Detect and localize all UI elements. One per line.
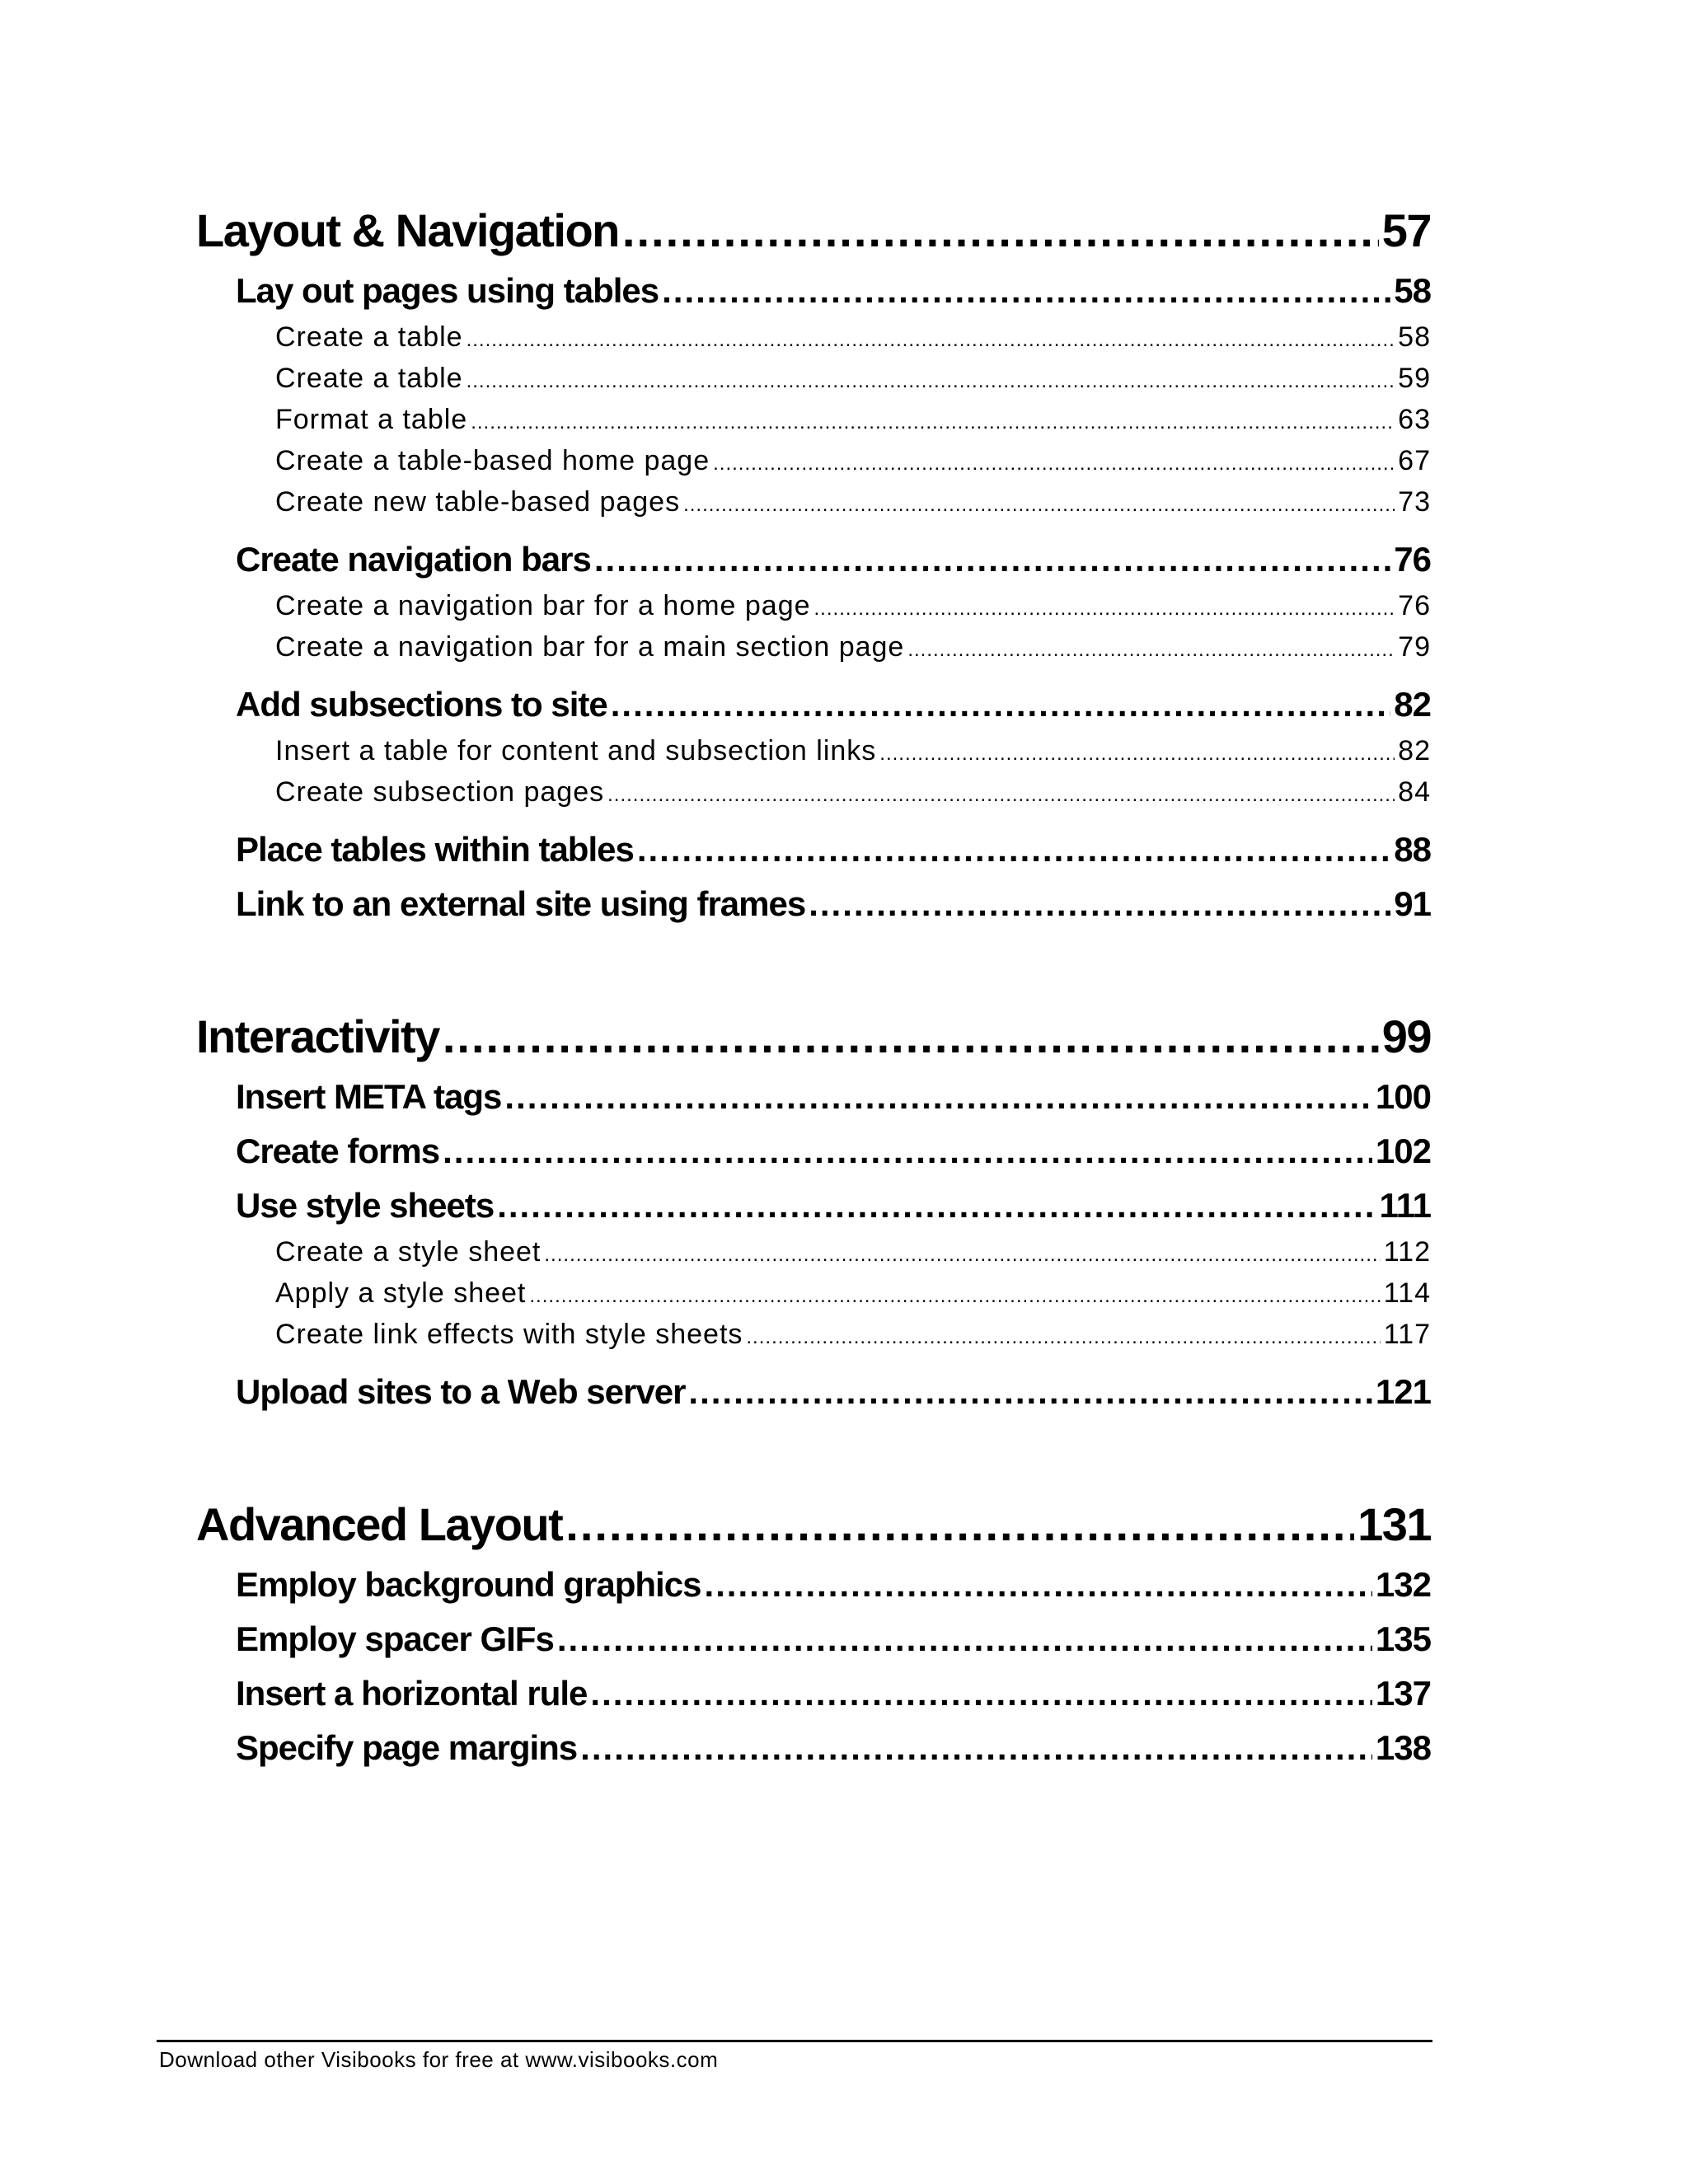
toc-section-page-number: 91 [1394,884,1431,923]
toc-sub-title: Create a table-based home page [275,445,710,476]
toc-section-entry[interactable] [236,1365,1431,1419]
toc-section-entry[interactable] [236,1666,1431,1721]
toc-section-title: Add subsections to site [236,685,607,724]
toc-section-page-number: 82 [1394,685,1431,724]
toc-sub-page-number: 59 [1398,363,1431,394]
toc-section-page-number: 111 [1379,1186,1431,1225]
dot-leader [467,321,1395,359]
dot-leader [814,590,1395,628]
toc-sub-title: Create a style sheet [275,1236,542,1268]
dot-leader [607,776,1395,814]
toc-sub-entry[interactable] [275,359,1431,401]
toc-sub-entry[interactable] [275,401,1431,442]
toc-sub-title: Apply a style sheet [275,1277,527,1309]
footer-divider [157,2040,1432,2042]
toc-section-entry[interactable] [236,1070,1431,1124]
toc-sub-entry[interactable] [275,773,1431,814]
dot-leader [637,823,1390,877]
toc-section-page-number: 132 [1375,1565,1431,1604]
dot-leader [544,1236,1380,1274]
dot-leader [557,1612,1372,1666]
toc-section-entry[interactable] [236,823,1431,877]
toc-section-page-number: 88 [1394,830,1431,869]
toc-section-title: Place tables within tables [236,830,634,869]
toc-section-page-number: 121 [1375,1372,1431,1411]
dot-leader [688,1365,1372,1419]
dot-leader [746,1319,1380,1357]
dot-leader [590,1666,1372,1721]
toc-chapter-title: Layout & Navigation [196,204,619,256]
table-of-contents [196,198,1431,1775]
dot-leader [471,404,1395,442]
toc-sub-title: Format a table [275,404,468,435]
toc-section-title: Employ spacer GIFs [236,1619,554,1658]
toc-section-entry[interactable] [236,877,1431,931]
toc-section-entry[interactable] [236,264,1431,318]
toc-section-page-number: 76 [1394,540,1431,579]
dot-leader [443,1004,1379,1070]
dot-leader [907,631,1395,669]
toc-sub-entry[interactable] [275,628,1431,669]
toc-sub-page-number: 84 [1398,776,1431,808]
toc-chapter-page-number: 131 [1357,1498,1431,1550]
toc-section-title: Specify page margins [236,1728,578,1767]
dot-leader [662,264,1390,318]
dot-leader [611,677,1391,732]
toc-sub-page-number: 82 [1398,735,1431,766]
toc-section-entry[interactable] [236,532,1431,587]
footer-text: Download other Visibooks for free at www.visibooks.com [159,2047,719,2072]
toc-section-page-number: 102 [1375,1132,1431,1170]
toc-section-page-number: 138 [1375,1728,1431,1767]
dot-leader [713,445,1395,483]
toc-chapter-title: Interactivity [196,1010,439,1062]
dot-leader [594,532,1390,587]
dot-leader [443,1124,1372,1179]
toc-sub-entry[interactable] [275,318,1431,359]
toc-sub-page-number: 114 [1383,1277,1431,1309]
toc-sub-page-number: 117 [1383,1319,1431,1350]
toc-sub-title: Create a navigation bar for a main section page [275,631,905,663]
toc-section-entry[interactable] [236,677,1431,732]
toc-section-page-number: 135 [1375,1619,1431,1658]
dot-leader [467,363,1395,401]
dot-leader [683,486,1395,524]
toc-sub-entry[interactable] [275,1233,1431,1274]
toc-chapter-page-number: 57 [1381,204,1431,256]
toc-section-entry[interactable] [236,1179,1431,1233]
dot-leader [565,1492,1354,1558]
toc-chapter-entry[interactable] [196,1004,1431,1070]
toc-section-title: Create forms [236,1132,440,1170]
toc-sub-title: Create link effects with style sheets [275,1319,743,1350]
toc-section-title: Insert a horizontal rule [236,1674,588,1713]
dot-leader [497,1179,1376,1233]
dot-leader [504,1070,1372,1124]
toc-section-title: Employ background graphics [236,1565,701,1604]
toc-sub-page-number: 76 [1398,590,1431,621]
dot-leader [704,1558,1372,1612]
toc-sub-page-number: 67 [1398,445,1431,476]
toc-sub-entry[interactable] [275,732,1431,773]
toc-chapter-page-number: 99 [1381,1010,1431,1062]
toc-sub-entry[interactable] [275,442,1431,483]
toc-sub-page-number: 73 [1398,486,1431,518]
toc-sub-title: Create a navigation bar for a home page [275,590,811,621]
toc-section-entry[interactable] [236,1558,1431,1612]
toc-section-title: Create navigation bars [236,540,591,579]
toc-sub-title: Create a table [275,321,463,353]
toc-section-page-number: 58 [1394,271,1431,310]
toc-section-entry[interactable] [236,1612,1431,1666]
toc-section-title: Lay out pages using tables [236,271,659,310]
toc-section-page-number: 137 [1375,1674,1431,1713]
toc-sub-entry[interactable] [275,483,1431,524]
dot-leader [809,877,1390,931]
toc-chapter-entry[interactable] [196,198,1431,264]
toc-section-title: Link to an external site using frames [236,884,806,923]
toc-sub-page-number: 112 [1383,1236,1431,1268]
toc-section-entry[interactable] [236,1124,1431,1179]
dot-leader [879,735,1395,773]
toc-sub-title: Create subsection pages [275,776,605,808]
toc-sub-page-number: 79 [1398,631,1431,663]
toc-sub-entry[interactable] [275,1274,1431,1315]
toc-sub-page-number: 63 [1398,404,1431,435]
toc-section-title: Use style sheets [236,1186,495,1225]
toc-sub-title: Create new table-based pages [275,486,681,518]
toc-sub-entry[interactable] [275,1315,1431,1357]
toc-chapter-entry[interactable] [196,1492,1431,1558]
toc-chapter-title: Advanced Layout [196,1498,563,1550]
dot-leader [580,1721,1372,1775]
dot-leader [622,198,1379,264]
dot-leader [529,1277,1380,1315]
toc-sub-page-number: 58 [1398,321,1431,353]
toc-sub-title: Create a table [275,363,463,394]
toc-section-title: Upload sites to a Web server [236,1372,686,1411]
toc-section-entry[interactable] [236,1721,1431,1775]
toc-sub-title: Insert a table for content and subsection links [275,735,877,766]
toc-sub-entry[interactable] [275,587,1431,628]
toc-section-title: Insert META tags [236,1077,502,1116]
toc-section-page-number: 100 [1375,1077,1431,1116]
